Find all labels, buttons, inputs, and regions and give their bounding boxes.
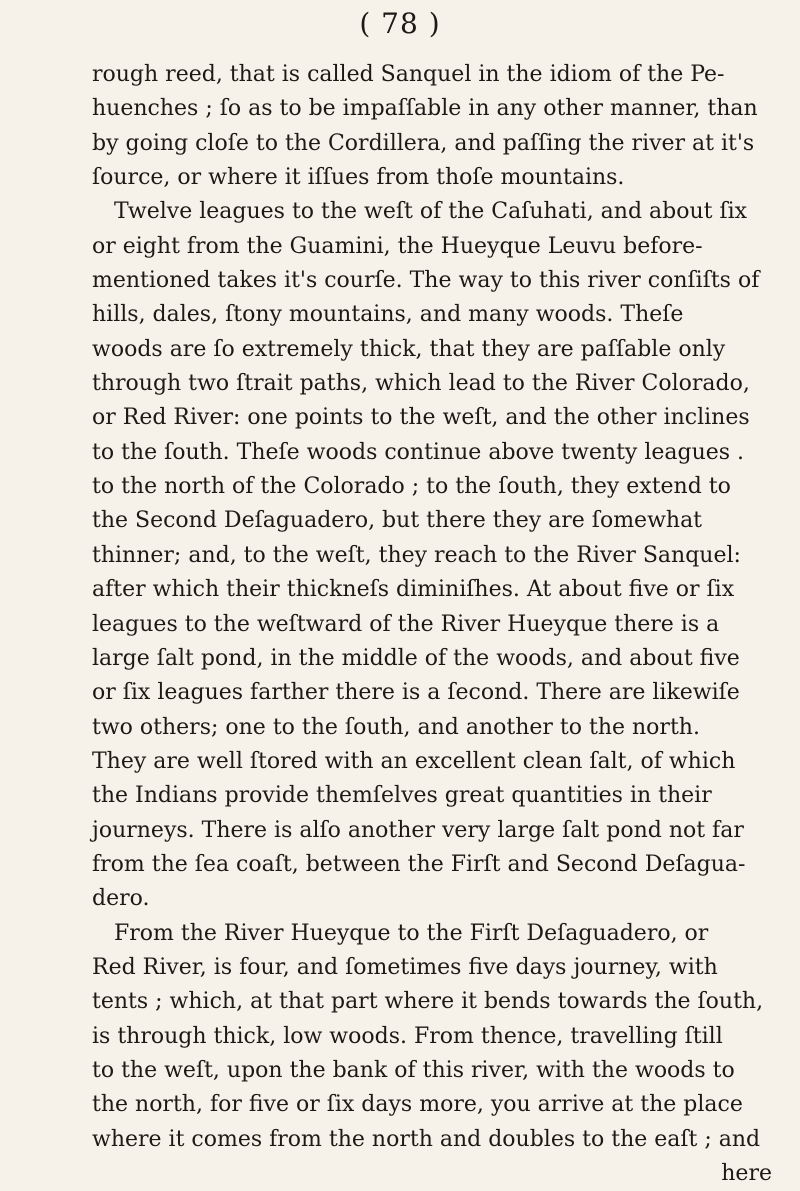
- text-line: through two ſtrait paths, which lead to the River Colorado,: [92, 371, 750, 397]
- text-line: Red River, is four, and ſometimes five days journey, with: [92, 954, 718, 980]
- text-line: leagues to the weſtward of the River Hueyque there is a: [92, 611, 720, 637]
- text-line: woods are ſo extremely thick, that they are paſſable only: [92, 336, 726, 362]
- text-line: or ſix leagues farther there is a ſecond. There are likewiſe: [92, 680, 740, 706]
- text-line: journeys. There is alſo another very large ſalt pond not far: [92, 817, 744, 843]
- text-line: to the ſouth. Theſe woods continue above twenty leagues .: [92, 439, 745, 465]
- text-line: the north, for five or ſix days more, you arrive at the place: [92, 1092, 743, 1118]
- text-line: huenches ; ſo as to be impaſſable in any other manner, than: [92, 96, 758, 122]
- text-line: from the ſea coaſt, between the Firſt and Second Deſagua-: [92, 851, 746, 877]
- text-line: the Second Deſaguadero, but there they are ſomewhat: [92, 508, 703, 534]
- text-line: thinner; and, to the weſt, they reach to the River Sanquel:: [92, 542, 741, 568]
- text-line: or Red River: one points to the weſt, and the other inclines: [92, 405, 750, 431]
- text-line: or eight from the Guamini, the Hueyque Leuvu before-: [92, 233, 703, 259]
- text-line: rough reed, that is called Sanquel in the idiom of the Pe-: [92, 62, 725, 87]
- text-line: dero.: [92, 886, 150, 912]
- text-line: by going cloſe to the Cordillera, and paſſing the river at it's: [92, 130, 755, 156]
- text-line: after which their thickneſs diminiſhes. At about five or ſix: [92, 577, 735, 603]
- text-line: Twelve leagues to the weſt of the Caſuhati, and about ſix: [114, 199, 748, 225]
- text-line: two others; one to the ſouth, and another to the north.: [92, 714, 700, 740]
- body-text: [92, 58, 782, 1191]
- page-number: ( 78 ): [359, 7, 441, 40]
- text-line: hills, dales, ſtony mountains, and many woods. Theſe: [92, 302, 684, 328]
- text-line: mentioned takes it's courſe. The way to this river conſiſts of: [92, 268, 760, 294]
- text-line: large ſalt pond, in the middle of the woods, and about five: [92, 645, 740, 671]
- catchword: here: [721, 1161, 772, 1186]
- text-line: They are well ſtored with an excellent clean ſalt, of which: [92, 748, 736, 774]
- text-line: to the weſt, upon the bank of this river, with the woods to: [92, 1057, 735, 1083]
- text-line: is through thick, low woods. From thence, travelling ſtill: [92, 1023, 723, 1049]
- text-line: the Indians provide themſelves great quantities in their: [92, 783, 712, 809]
- text-line: to the north of the Colorado ; to the ſouth, they extend to: [92, 474, 731, 500]
- text-line: From the River Hueyque to the Firſt Deſaguadero, or: [114, 920, 709, 946]
- text-line: ſource, or where it iſſues from thoſe mountains.: [92, 165, 625, 191]
- text-line: tents ; which, at that part where it bends towards the ſouth,: [92, 989, 764, 1015]
- text-line: where it comes from the north and doubles to the eaſt ; and: [92, 1126, 761, 1152]
